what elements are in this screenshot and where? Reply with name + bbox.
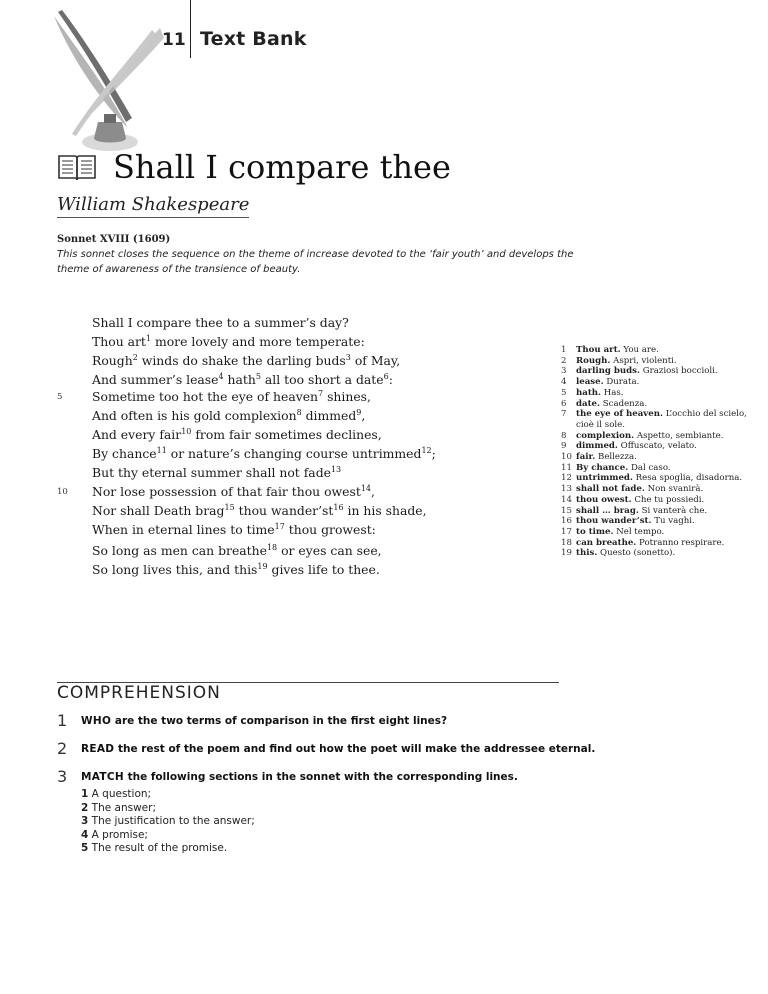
section-title: Text Bank <box>200 28 307 50</box>
glossary-definition: Offuscato, velato. <box>617 441 697 452</box>
glossary-entry <box>561 399 751 410</box>
footnote-marker: 16 <box>333 502 344 512</box>
glossary-entry <box>561 345 751 356</box>
question-keyword: READ <box>81 743 115 755</box>
glossary-entry <box>561 388 751 399</box>
glossary-term: hath. <box>576 387 602 398</box>
glossary-term: can breathe. <box>576 537 637 548</box>
glossary-term: this. <box>576 548 598 559</box>
glossary-number: 8 <box>561 430 567 441</box>
question-text: the following sections in the sonnet with the corresponding lines. <box>123 771 518 783</box>
stanza-1 <box>92 313 532 389</box>
glossary-entry <box>561 484 751 495</box>
glossary-number: 12 <box>561 473 572 484</box>
poem-line: Shall I compare thee to a summer’s day? <box>92 315 349 330</box>
footnote-marker: 6 <box>383 371 389 381</box>
match-list <box>81 788 255 856</box>
poem-line: Sometime too hot the eye of heaven$^7$ shines, <box>92 388 371 404</box>
poem-author: William Shakespeare <box>57 194 250 215</box>
glossary-term: thou wander’st. <box>576 516 652 527</box>
glossary-number: 6 <box>561 398 567 409</box>
match-item: 4 A promise; <box>81 828 148 841</box>
footnote-marker: 9 <box>356 407 362 417</box>
footnote-marker: 10 <box>181 426 192 436</box>
question-text: the rest of the poem and find out how the poet will make the addressee eternal. <box>114 743 596 755</box>
question-keyword: MATCH <box>81 771 124 783</box>
question-number: 1 <box>57 711 68 730</box>
glossary-number: 7 <box>561 409 567 420</box>
glossary-entry <box>561 463 751 474</box>
glossary-number: 17 <box>561 526 572 537</box>
glossary-number: 13 <box>561 484 572 495</box>
glossary-number: 15 <box>561 505 572 516</box>
glossary-number: 16 <box>561 516 572 527</box>
poem-title: Shall I compare thee <box>113 148 451 186</box>
glossary-entry <box>561 495 751 506</box>
match-item: 3 The justification to the answer; <box>81 815 255 827</box>
footnote-marker: 19 <box>257 561 268 571</box>
glossary-term: untrimmed. <box>576 473 633 484</box>
stanza-3 <box>92 463 532 539</box>
poem-line: Nor shall Death brag$^{15}$ thou $wander’st^{16}$ in his shade, <box>92 502 427 518</box>
match-item: 1 A question; <box>81 788 152 800</box>
unit-number: 11 <box>162 30 186 50</box>
glossary-entry <box>561 516 751 527</box>
glossary-term: By chance. <box>576 462 629 473</box>
poem-line: And summer’s lease$^4$ hath$^5$ all too short a date$^6$: <box>92 371 393 387</box>
glossary-definition: Questo (sonetto). <box>597 548 676 559</box>
glossary-definition: Aspri, violenti. <box>610 355 677 366</box>
author-underline <box>57 217 249 218</box>
glossary-term: dimmed. <box>576 441 618 452</box>
glossary-number: 5 <box>561 387 567 398</box>
poem-line: Nor lose possession of that fair thou owest$^{14}$, <box>92 483 375 499</box>
footnote-marker: 7 <box>318 388 324 398</box>
footnote-marker: 13 <box>330 464 342 474</box>
glossary-definition: Durata. <box>603 377 640 388</box>
glossary-definition: Potranno respirare. <box>636 537 725 548</box>
glossary-term: date. <box>576 398 601 409</box>
question-keyword: WHO <box>81 715 112 727</box>
glossary-number: 10 <box>561 452 572 463</box>
footnote-marker: 3 <box>345 352 351 362</box>
glossary-number: 3 <box>561 366 567 377</box>
glossary-definition: Tu vaghi. <box>651 516 695 527</box>
stanza-4 <box>92 541 532 579</box>
footnote-marker: 1 <box>145 333 152 343</box>
glossary-entry <box>561 377 751 388</box>
poem-line: Rough$^2$ winds do shake the darling buds$^3$ of May, <box>92 352 401 368</box>
glossary-definition: Dal caso. <box>628 462 671 473</box>
glossary-number: 4 <box>561 377 567 388</box>
glossary-number: 19 <box>561 548 572 559</box>
glossary-definition: Che tu possiedi. <box>631 494 705 505</box>
glossary-entry <box>561 431 751 442</box>
footnote-marker: 17 <box>274 521 285 531</box>
glossary-number: 2 <box>561 355 567 366</box>
glossary-entry <box>561 548 751 559</box>
poem-intro: This sonnet closes the sequence on the theme of increase devoted to the ‘fair youth’ and develops the theme of awareness of the transience of beauty. <box>57 249 574 275</box>
stanza-2 <box>92 387 532 463</box>
poem-line: And often is his gold complexion$^8$ dimmed$^9$, <box>92 407 366 423</box>
glossary-number: 9 <box>561 441 567 452</box>
quill-pen-icon <box>48 10 168 160</box>
glossary-term: complexion. <box>576 430 635 441</box>
line-number-marker: 10 <box>57 487 68 497</box>
footnote-marker: 5 <box>255 371 261 381</box>
glossary-definition: Nel tempo. <box>613 526 665 537</box>
glossary-definition: Bellezza. <box>595 452 637 463</box>
question-text: are the two terms of comparison in the first eight lines? <box>111 715 448 727</box>
glossary-definition: Resa spoglia, disadorna. <box>632 473 743 484</box>
poem-line: So long lives this, and this$^{19}$ gives life to thee. <box>92 561 380 577</box>
comprehension-title: COMPREHENSION <box>57 683 221 703</box>
question-number: 3 <box>57 767 68 786</box>
glossary-entry <box>561 538 751 549</box>
glossary-term: thou owest. <box>576 494 632 505</box>
glossary-entry <box>561 473 751 484</box>
footnote-marker: 2 <box>132 352 138 362</box>
sonnet-reference: Sonnet XVIII (1609) <box>57 234 171 245</box>
match-item: 2 The answer; <box>81 801 156 814</box>
glossary-entry <box>561 366 751 377</box>
footnote-marker: 11 <box>156 445 167 455</box>
poem-line: When in eternal lines to time$^{17}$ thou growest: <box>92 521 376 537</box>
glossary-term: Thou art. <box>576 345 621 355</box>
glossary-definition: Scadenza. <box>600 398 648 409</box>
footnote-marker: 14 <box>360 483 372 493</box>
question-number: 2 <box>57 739 68 758</box>
footnote-marker: 15 <box>224 502 235 512</box>
glossary-definition: Non svanirà. <box>644 484 704 495</box>
glossary-term: fair. <box>576 452 596 463</box>
line-number-marker: 5 <box>57 392 63 402</box>
glossary-definition: Si vanterà che. <box>638 505 708 516</box>
glossary-number: 11 <box>561 462 572 473</box>
glossary-entry <box>561 356 751 367</box>
footnote-marker: 12 <box>421 445 432 455</box>
poem-line: So long as men can breathe$^{18}$ or eyes can see, <box>92 542 382 558</box>
glossary-definition: Has. <box>601 387 624 398</box>
glossary-entry <box>561 506 751 517</box>
poem-line: By chance$^{11}$ or nature’s changing course untrimmed$^{12}$; <box>92 445 436 461</box>
match-item: 5 The result of the promise. <box>81 842 228 854</box>
glossary-number: 14 <box>561 494 572 505</box>
glossary-entry <box>561 441 751 452</box>
poem-line: Thou art$^1$ more lovely and more temperate: <box>92 333 365 349</box>
footnote-marker: 4 <box>218 371 224 381</box>
open-book-icon <box>57 152 97 182</box>
header-divider <box>190 0 191 58</box>
poem-line: And every fair$^{10}$ from fair sometimes declines, <box>92 426 382 442</box>
footnote-marker: 18 <box>266 542 278 552</box>
glossary-definition: Graziosi boccioli. <box>639 366 718 377</box>
glossary-entry <box>561 452 751 463</box>
glossary-number: 1 <box>561 345 567 355</box>
glossary-number: 18 <box>561 537 572 548</box>
footnote-marker: 8 <box>296 407 302 417</box>
glossary-entry <box>561 409 751 430</box>
glossary-term: Rough. <box>576 355 611 366</box>
glossary-term: shall not fade. <box>576 484 645 495</box>
glossary-entry <box>561 527 751 538</box>
glossary-term: to time. <box>576 526 614 537</box>
glossary-definition: You are. <box>620 345 659 355</box>
glossary-definition: Aspetto, sembiante. <box>634 430 724 441</box>
glossary <box>561 345 751 559</box>
glossary-term: shall … brag. <box>576 505 639 516</box>
glossary-term: lease. <box>576 377 604 388</box>
glossary-definition: L’occhio del scielo, cioè il sole. <box>576 409 747 430</box>
glossary-term: the eye of heaven. <box>576 409 664 420</box>
glossary-term: darling buds. <box>576 366 640 377</box>
poem-line: But thy eternal summer shall not fade$^{13}$ <box>92 464 342 480</box>
